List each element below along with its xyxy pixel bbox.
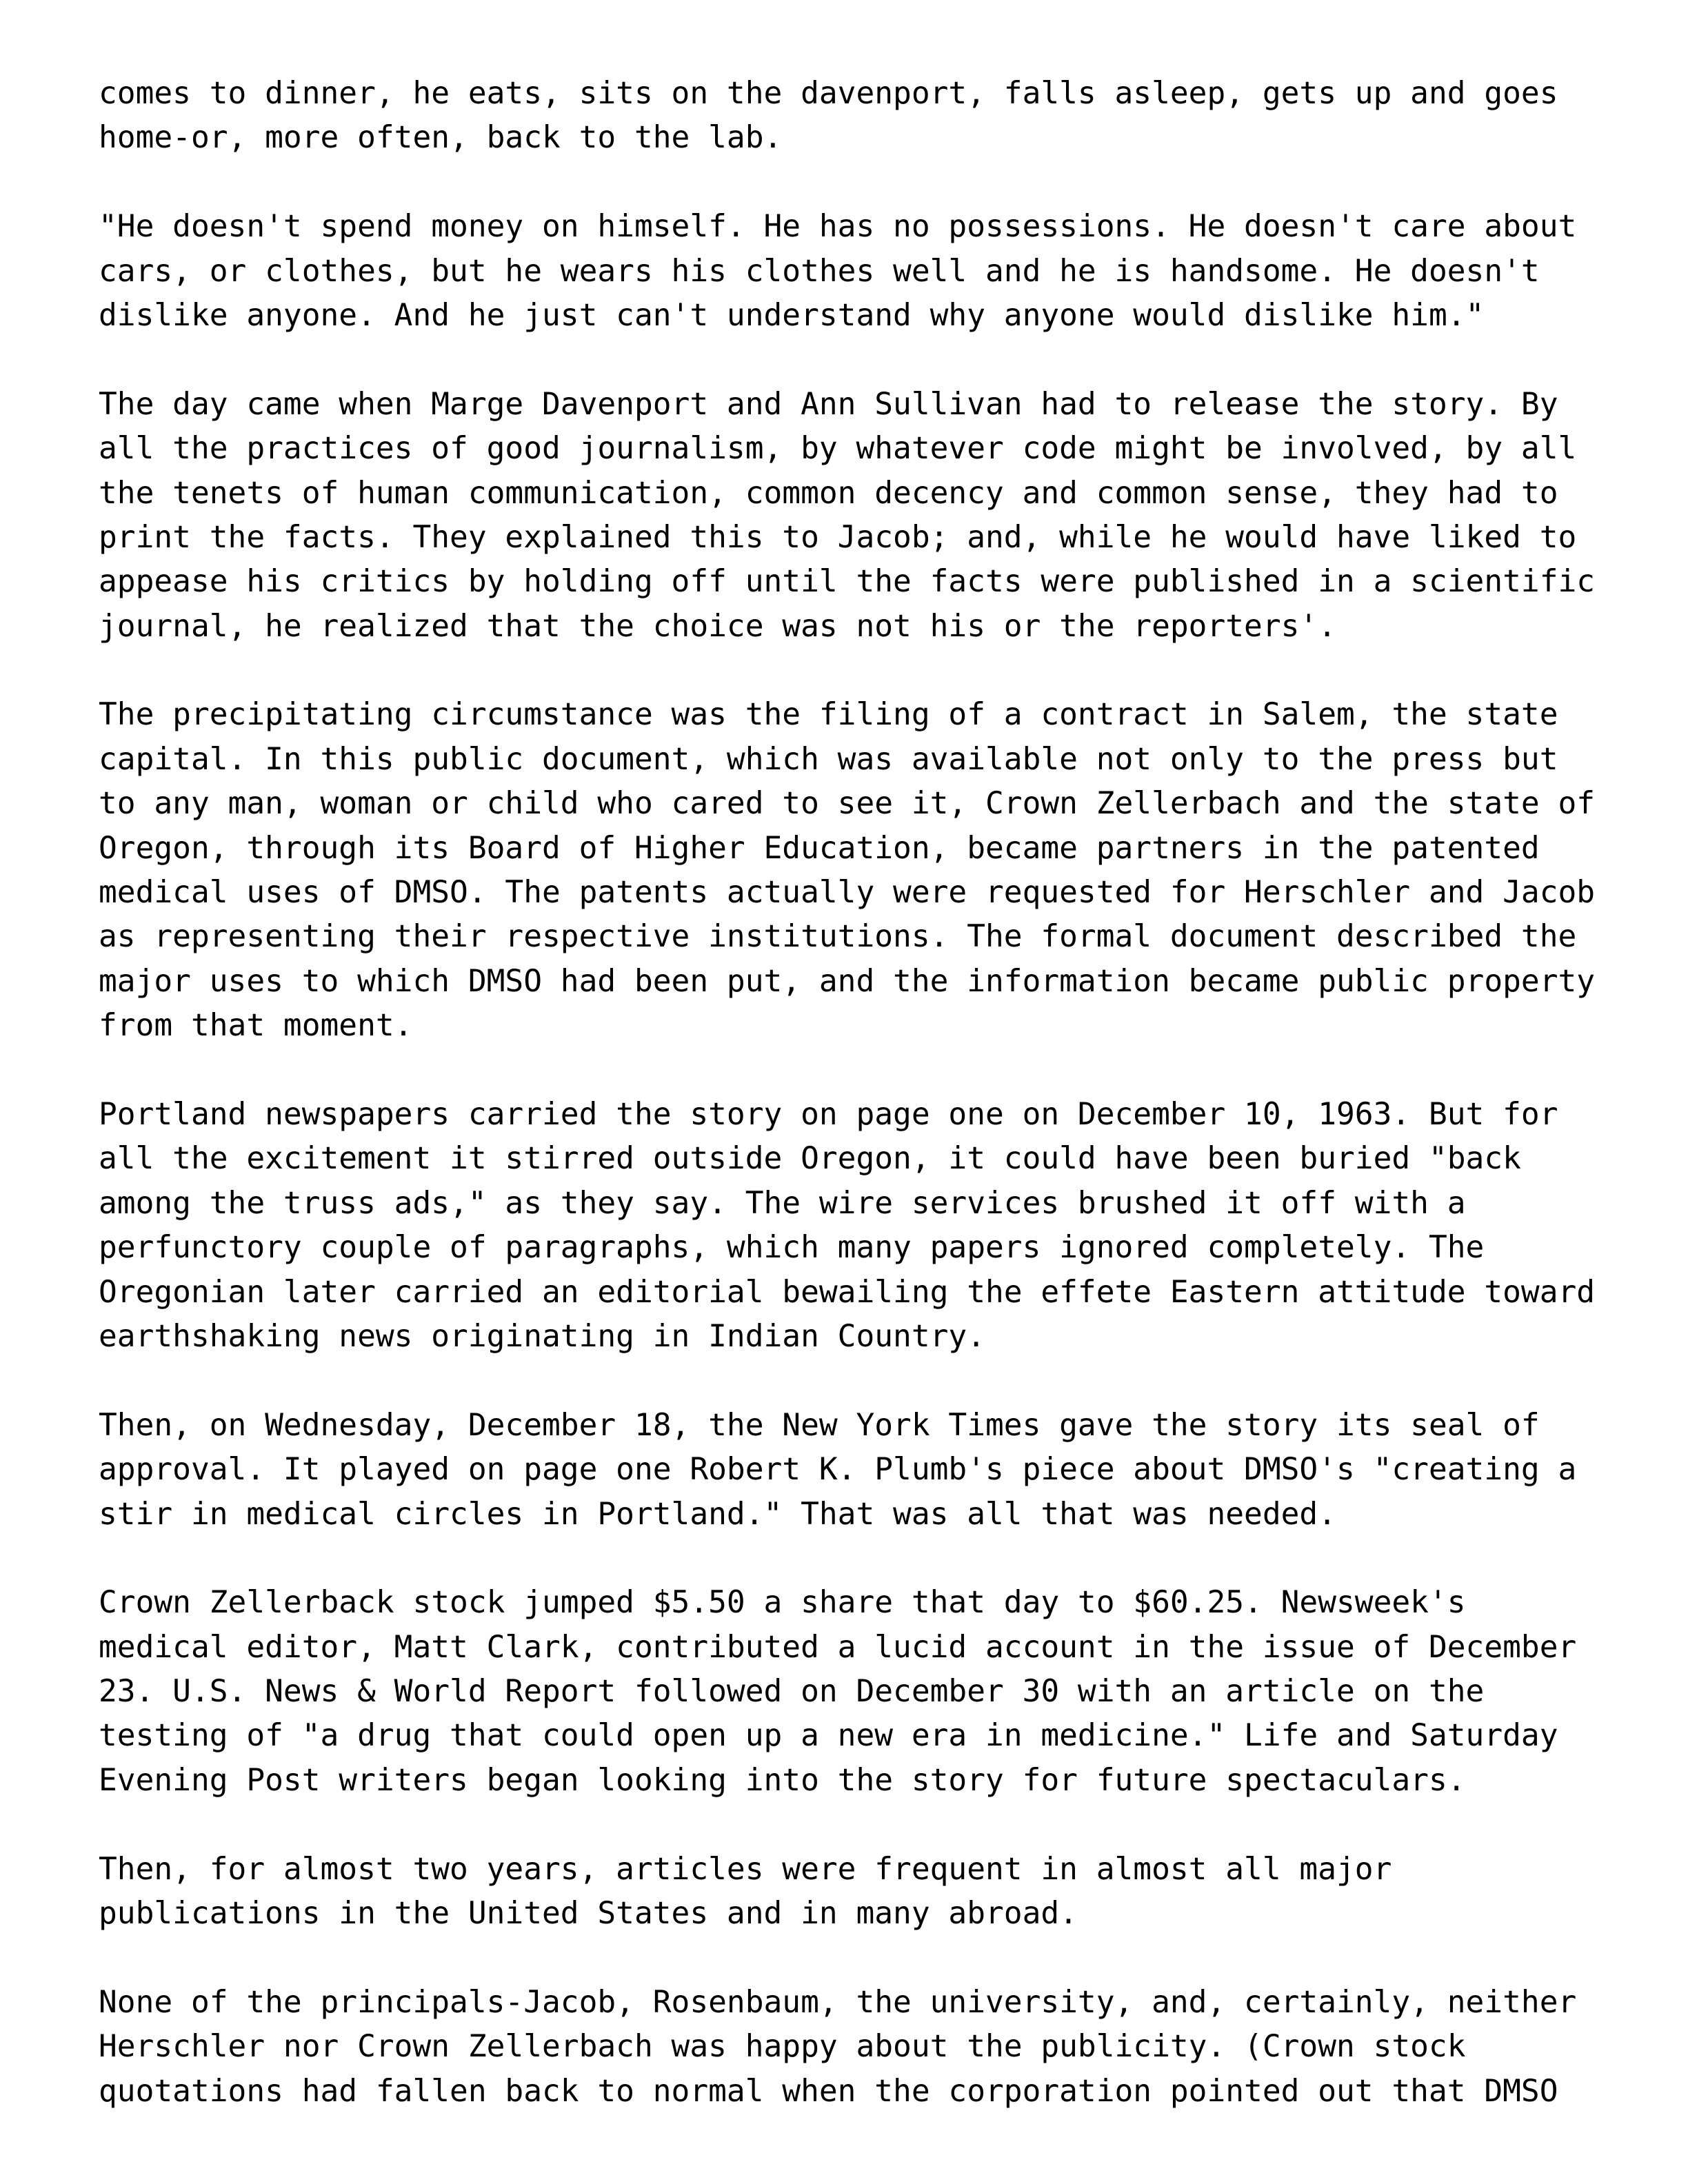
- text-line: stir in medical circles in Portland." That was all that was needed.: [99, 1496, 1337, 1532]
- text-line: approval. It played on page one Robert K. Plumb's piece about DMSO's "creating a: [99, 1452, 1577, 1488]
- text-line: Portland newspapers carried the story on page one on December 10, 1963. But for: [99, 1096, 1558, 1132]
- paragraph-5: [99, 1093, 1629, 1359]
- text-line: major uses to which DMSO had been put, and the information became public property: [99, 963, 1596, 999]
- paragraph-3: [99, 383, 1629, 649]
- text-line: Then, on Wednesday, December 18, the New York Times gave the story its seal of: [99, 1407, 1540, 1443]
- text-line: comes to dinner, he eats, sits on the davenport, falls asleep, gets up and goes: [99, 76, 1558, 111]
- paragraph-9: [99, 1981, 1629, 2114]
- paragraph-6: [99, 1404, 1629, 1537]
- text-line: print the facts. They explained this to Jacob; and, while he would have liked to: [99, 519, 1577, 555]
- text-line: Then, for almost two years, articles were frequent in almost all major: [99, 1851, 1392, 1887]
- text-line: all the excitement it stirred outside Oregon, it could have been buried "back: [99, 1141, 1521, 1177]
- text-line: The day came when Marge Davenport and Ann Sullivan had to release the story. By: [99, 386, 1558, 422]
- text-line: None of the principals-Jacob, Rosenbaum, the university, and, certainly, neither: [99, 1984, 1577, 2020]
- text-line: medical uses of DMSO. The patents actually were requested for Herschler and Jacob: [99, 875, 1596, 911]
- text-line: earthshaking news originating in Indian Country.: [99, 1318, 985, 1354]
- text-line: perfunctory couple of paragraphs, which many papers ignored completely. The: [99, 1230, 1485, 1266]
- text-line: Oregonian later carried an editorial bewailing the effete Eastern attitude toward: [99, 1274, 1596, 1310]
- text-line: publications in the United States and in many abroad.: [99, 1896, 1078, 1932]
- paragraph-1: [99, 72, 1629, 161]
- text-line: Evening Post writers began looking into the story for future spectaculars.: [99, 1762, 1466, 1798]
- text-line: appease his critics by holding off until the facts were published in a scientific: [99, 564, 1596, 600]
- paragraph-2: [99, 205, 1629, 338]
- text-line: "He doesn't spend money on himself. He has no possessions. He doesn't care about: [99, 209, 1577, 245]
- text-line: journal, he realized that the choice was not his or the reporters'.: [99, 608, 1337, 644]
- text-line: to any man, woman or child who cared to see it, Crown Zellerbach and the state of: [99, 786, 1596, 822]
- text-line: cars, or clothes, but he wears his clothes well and he is handsome. He doesn't: [99, 253, 1540, 289]
- text-line: dislike anyone. And he just can't understand why anyone would dislike him.": [99, 297, 1485, 333]
- text-line: Herschler nor Crown Zellerbach was happy about the publicity. (Crown stock: [99, 2029, 1466, 2065]
- text-line: among the truss ads," as they say. The wire services brushed it off with a: [99, 1185, 1466, 1221]
- text-line: capital. In this public document, which was available not only to the press but: [99, 741, 1558, 777]
- text-line: The precipitating circumstance was the filing of a contract in Salem, the state: [99, 697, 1558, 733]
- text-line: Oregon, through its Board of Higher Education, became partners in the patented: [99, 830, 1540, 866]
- paragraph-7: [99, 1581, 1629, 1803]
- text-line: testing of "a drug that could open up a new era in medicine." Life and Saturday: [99, 1718, 1558, 1754]
- text-line: Crown Zellerback stock jumped $5.50 a share that day to $60.25. Newsweek's: [99, 1585, 1466, 1621]
- text-line: the tenets of human communication, common decency and common sense, they had to: [99, 475, 1558, 511]
- text-line: all the practices of good journalism, by whatever code might be involved, by all: [99, 431, 1577, 467]
- text-line: as representing their respective institutions. The formal document described the: [99, 919, 1577, 955]
- document-page: [99, 72, 1629, 2158]
- text-line: quotations had fallen back to normal when the corporation pointed out that DMSO: [99, 2073, 1558, 2109]
- text-line: medical editor, Matt Clark, contributed a lucid account in the issue of December: [99, 1629, 1577, 1665]
- paragraph-8: [99, 1848, 1629, 1937]
- text-line: 23. U.S. News & World Report followed on December 30 with an article on the: [99, 1674, 1485, 1710]
- text-line: from that moment.: [99, 1008, 413, 1044]
- text-line: home-or, more often, back to the lab.: [99, 120, 783, 156]
- paragraph-4: [99, 693, 1629, 1048]
